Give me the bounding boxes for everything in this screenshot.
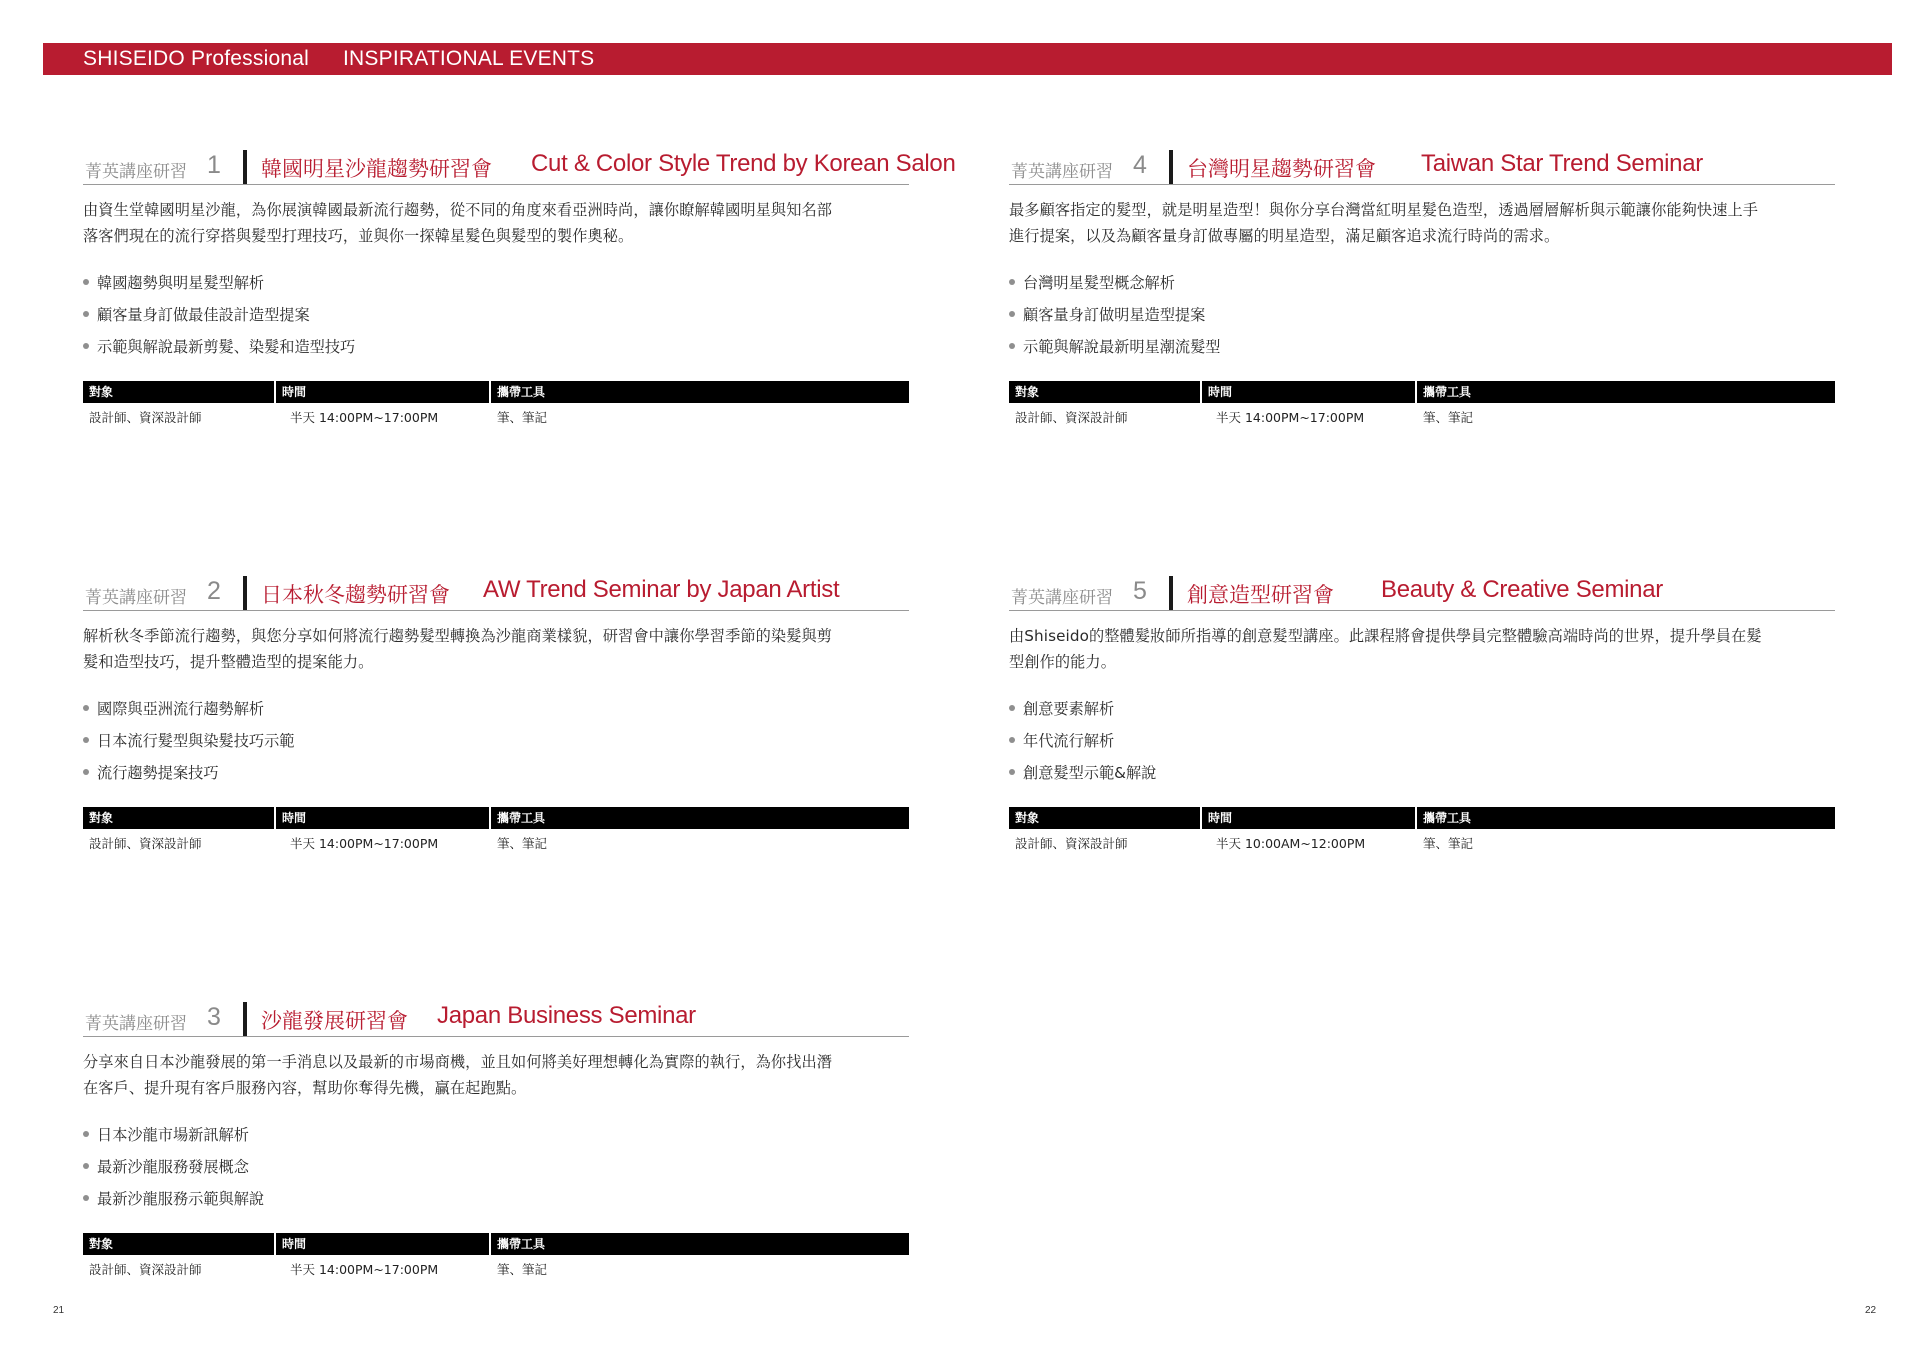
bullet-item: 韓國趨勢與明星髮型解析 — [83, 267, 909, 299]
page-number-right: 22 — [1865, 1305, 1877, 1316]
series-label: 菁英講座研習 — [1011, 162, 1113, 182]
info-table — [1009, 807, 1835, 859]
seminar-title-zh: 韓國明星沙龍趨勢研習會 — [261, 157, 492, 181]
time-value: 半天 14:00PM~17:00PM — [290, 410, 439, 425]
page-number-left: 21 — [53, 1305, 65, 1316]
bullet-list — [1009, 267, 1835, 363]
series-label: 菁英講座研習 — [1011, 588, 1113, 608]
seminar-title-zh: 沙龍發展研習會 — [261, 1009, 408, 1033]
bullet-item: 年代流行解析 — [1009, 725, 1835, 757]
seminar-title-en: AW Trend Seminar by Japan Artist — [483, 576, 840, 603]
divider-bar — [1169, 150, 1173, 184]
seminar-1 — [83, 148, 956, 433]
info-table-header: 對象 時間 攜帶工具 — [1009, 807, 1835, 829]
bring-value: 筆、筆記 — [497, 836, 548, 851]
info-table — [83, 807, 909, 859]
seminar-title-zh: 日本秋冬趨勢研習會 — [261, 583, 450, 607]
seminar-number: 2 — [207, 577, 221, 605]
info-table-row — [1009, 403, 1835, 433]
brand-name: SHISEIDO Professional — [83, 47, 309, 70]
divider-bar — [243, 576, 247, 610]
bullet-item: 日本沙龍市場新訊解析 — [83, 1119, 909, 1151]
bullet-dot-icon — [1009, 311, 1015, 317]
bullet-dot-icon — [1009, 343, 1015, 349]
section-name: INSPIRATIONAL EVENTS — [343, 47, 595, 70]
seminar-title-en: Cut & Color Style Trend by Korean Salon — [531, 150, 956, 177]
bullet-dot-icon — [1009, 737, 1015, 743]
bullet-item: 台灣明星髮型概念解析 — [1009, 267, 1835, 299]
seminar-heading — [1009, 574, 1835, 611]
info-table-row — [83, 403, 909, 433]
seminar-number: 3 — [207, 1003, 221, 1031]
seminar-title-en: Beauty & Creative Seminar — [1381, 576, 1663, 603]
info-table-row — [83, 829, 909, 859]
divider-bar — [243, 150, 247, 184]
info-table-header: 對象 時間 攜帶工具 — [1009, 381, 1835, 403]
seminar-description: 解析秋冬季節流行趨勢，與您分享如何將流行趨勢髮型轉換為沙龍商業樣貌，研習會中讓你學習季節的染髮與剪 髮和造型技巧，提升整體造型的提案能力。 — [83, 627, 833, 671]
bring-value: 筆、筆記 — [497, 1262, 548, 1277]
bullet-dot-icon — [1009, 705, 1015, 711]
seminar-heading — [83, 1000, 909, 1037]
info-table-header: 對象 時間 攜帶工具 — [83, 807, 909, 829]
seminar-number: 5 — [1133, 577, 1147, 605]
bullet-item: 創意髮型示範&解說 — [1009, 757, 1835, 789]
seminar-description: 由資生堂韓國明星沙龍，為你展演韓國最新流行趨勢，從不同的角度來看亞洲時尚，讓你瞭解韓國明星與知名部 落客們現在的流行穿搭與髮型打理技巧，並與你一探韓星髮色與髮型的製作奧秘。 — [83, 201, 833, 245]
bullet-item: 最新沙龍服務示範與解說 — [83, 1183, 909, 1215]
bullet-item: 示範與解說最新明星潮流髮型 — [1009, 331, 1835, 363]
bullet-dot-icon — [83, 769, 89, 775]
divider-bar — [1169, 576, 1173, 610]
bullet-item: 國際與亞洲流行趨勢解析 — [83, 693, 909, 725]
time-value: 半天 14:00PM~17:00PM — [1216, 410, 1365, 425]
audience-value: 設計師、資深設計師 — [1015, 836, 1128, 851]
info-table — [83, 1233, 909, 1285]
bullet-dot-icon — [83, 705, 89, 711]
info-table-header: 對象 時間 攜帶工具 — [83, 381, 909, 403]
bullet-dot-icon — [83, 1163, 89, 1169]
bring-value: 筆、筆記 — [1423, 410, 1474, 425]
audience-value: 設計師、資深設計師 — [89, 836, 202, 851]
audience-value: 設計師、資深設計師 — [1015, 410, 1128, 425]
divider-bar — [243, 1002, 247, 1036]
time-value: 半天 14:00PM~17:00PM — [290, 1262, 439, 1277]
bullet-item: 最新沙龍服務發展概念 — [83, 1151, 909, 1183]
info-table — [1009, 381, 1835, 433]
bullet-item: 顧客量身訂做最佳設計造型提案 — [83, 299, 909, 331]
seminar-heading — [83, 574, 909, 611]
bullet-dot-icon — [1009, 769, 1015, 775]
bring-value: 筆、筆記 — [1423, 836, 1474, 851]
audience-value: 設計師、資深設計師 — [89, 1262, 202, 1277]
series-label: 菁英講座研習 — [85, 588, 187, 608]
bullet-list — [83, 693, 909, 789]
seminar-title-en: Taiwan Star Trend Seminar — [1421, 150, 1703, 177]
bullet-list — [83, 267, 909, 363]
bullet-item: 示範與解說最新剪髮、染髮和造型技巧 — [83, 331, 909, 363]
bullet-dot-icon — [83, 279, 89, 285]
bullet-item: 顧客量身訂做明星造型提案 — [1009, 299, 1835, 331]
seminar-heading — [1009, 148, 1835, 185]
seminar-title-zh: 創意造型研習會 — [1187, 583, 1334, 607]
info-table-row — [1009, 829, 1835, 859]
bullet-dot-icon — [1009, 279, 1015, 285]
bullet-dot-icon — [83, 311, 89, 317]
seminar-description: 分享來自日本沙龍發展的第一手消息以及最新的市場商機，並且如何將美好理想轉化為實際的執行，為你找出潛 在客戶、提升現有客戶服務內容，幫助你奪得先機，贏在起跑點。 — [83, 1053, 833, 1097]
audience-value: 設計師、資深設計師 — [89, 410, 202, 425]
seminar-description: 最多顧客指定的髮型，就是明星造型！與你分享台灣當紅明星髮色造型，透過層層解析與示範讓你能夠快速上手 進行提案，以及為顧客量身訂做專屬的明星造型，滿足顧客追求流行時尚的需求。 — [1009, 201, 1759, 245]
bullet-dot-icon — [83, 343, 89, 349]
info-table — [83, 381, 909, 433]
seminar-description: 由Shiseido的整體髮妝師所指導的創意髮型講座。此課程將會提供學員完整體驗高端時尚的世界，提升學員在髮 型創作的能力。 — [1009, 627, 1762, 671]
seminar-title-zh: 台灣明星趨勢研習會 — [1187, 157, 1376, 181]
series-label: 菁英講座研習 — [85, 162, 187, 182]
seminar-2 — [83, 574, 909, 859]
info-table-header: 對象 時間 攜帶工具 — [83, 1233, 909, 1255]
bullet-item: 流行趨勢提案技巧 — [83, 757, 909, 789]
bullet-dot-icon — [83, 1195, 89, 1201]
time-value: 半天 10:00AM~12:00PM — [1216, 836, 1366, 851]
seminar-title-en: Japan Business Seminar — [437, 1002, 696, 1029]
time-value: 半天 14:00PM~17:00PM — [290, 836, 439, 851]
bring-value: 筆、筆記 — [497, 410, 548, 425]
bullet-list — [1009, 693, 1835, 789]
bullet-item: 創意要素解析 — [1009, 693, 1835, 725]
seminar-number: 1 — [207, 151, 221, 179]
bullet-dot-icon — [83, 737, 89, 743]
seminar-4 — [1009, 148, 1835, 433]
bullet-list — [83, 1119, 909, 1215]
bullet-item: 日本流行髮型與染髮技巧示範 — [83, 725, 909, 757]
seminar-heading — [83, 148, 956, 185]
seminar-3 — [83, 1000, 909, 1285]
info-table-row — [83, 1255, 909, 1285]
series-label: 菁英講座研習 — [85, 1014, 187, 1034]
seminar-5 — [1009, 574, 1835, 859]
header-bar — [43, 43, 1892, 75]
bullet-dot-icon — [83, 1131, 89, 1137]
seminar-number: 4 — [1133, 151, 1147, 179]
